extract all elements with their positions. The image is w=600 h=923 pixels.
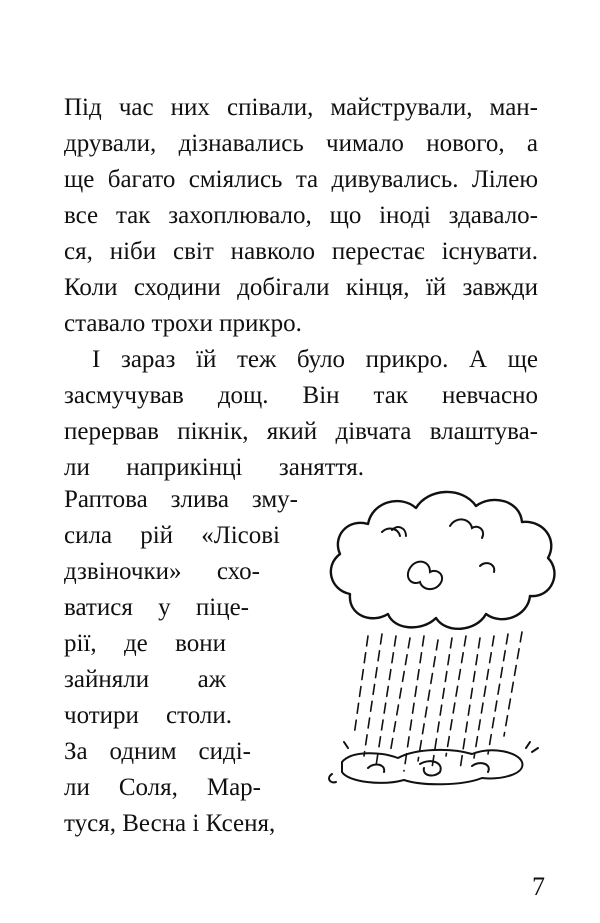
text-line: ся, ніби світ навколо перестає існувати. — [64, 238, 538, 265]
text-line: І зараз їй теж було прикро. А ще — [92, 346, 538, 373]
text-line: ватися у піце- — [64, 594, 249, 621]
rain-cloud-illustration — [312, 486, 562, 806]
text-line: дзвіночки» схо- — [64, 558, 260, 585]
text-line: все так захоплювало, що іноді здавало- — [64, 202, 538, 229]
text-line: ли наприкінці заняття. — [64, 454, 364, 481]
text-line: зайняли аж — [64, 666, 226, 693]
text-line: туся, Весна і Ксеня, — [64, 810, 276, 837]
text-line: рії, де вони — [64, 630, 226, 657]
text-line: Раптова злива зму- — [64, 486, 298, 513]
text-line: ще багато сміялись та дивувались. Лілею — [64, 166, 538, 193]
text-line: За одним сиді- — [64, 738, 251, 765]
text-line: дрували, дізнавались чимало нового, а — [64, 130, 538, 157]
text-line: чотири столи. — [64, 702, 232, 729]
page-number: 7 — [532, 872, 545, 901]
text-line: засмучував дощ. Він так невчасно — [64, 382, 538, 409]
text-line: перервав пікнік, який дівчата влаштува- — [64, 418, 538, 445]
text-line: ставало трохи прикро. — [64, 310, 302, 337]
text-line: сила рій «Лісові — [64, 522, 280, 549]
text-line: Коли сходини добігали кінця, їй завжди — [64, 274, 538, 301]
text-line: Під час них співали, майстрували, ман- — [64, 94, 538, 121]
text-line: ли Соля, Мар- — [64, 774, 261, 801]
